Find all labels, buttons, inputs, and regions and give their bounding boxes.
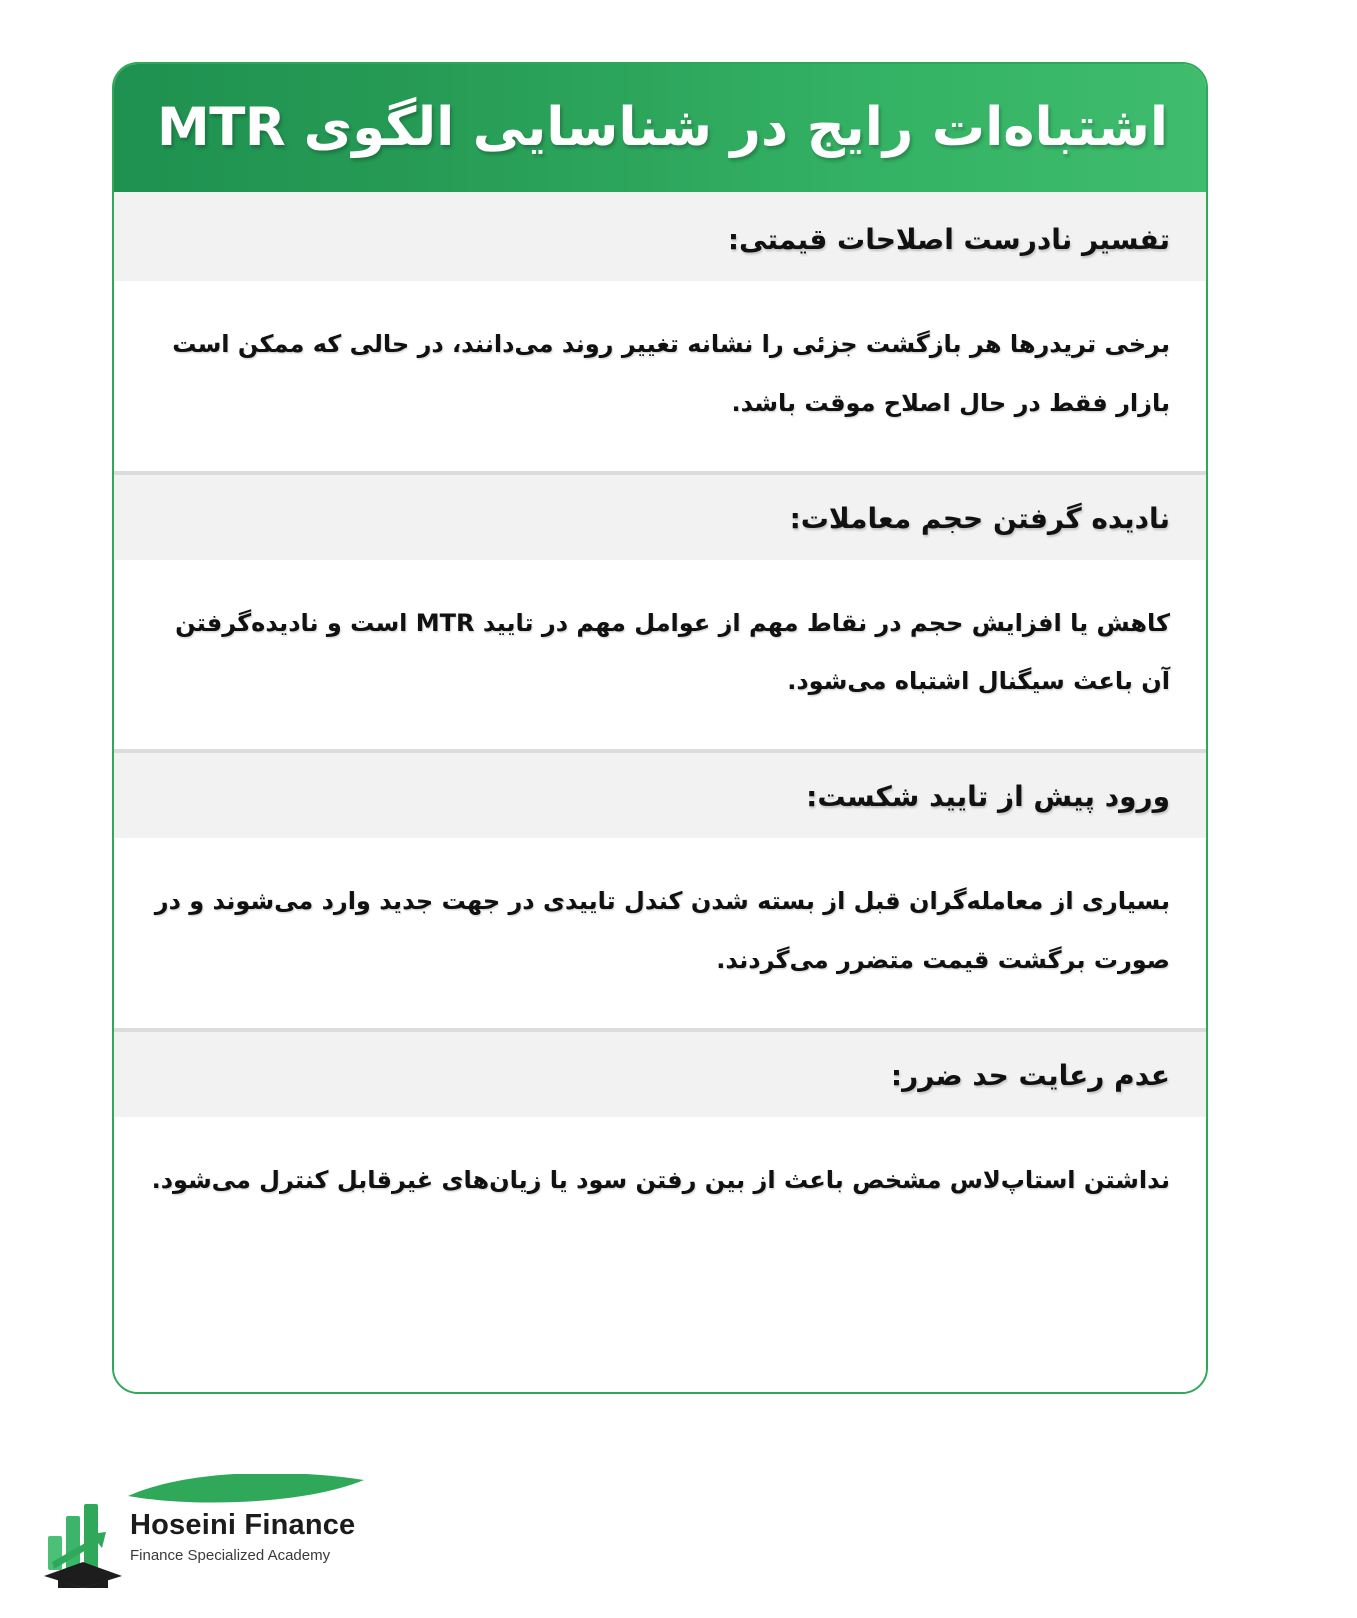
logo-tagline: Finance Specialized Academy xyxy=(130,1547,331,1565)
logo-wrap xyxy=(38,1472,368,1594)
card-header xyxy=(114,64,1206,192)
section-4-heading: عدم رعایت حد ضرر: xyxy=(890,1058,1170,1092)
section-2 xyxy=(114,471,1206,750)
card-body xyxy=(114,192,1206,1392)
section-2-body: کاهش یا افزایش حجم در نقاط مهم از عوامل مهم در تایید MTR است و نادیده‌گرفتن آن باعث سیگنال اشتباه می‌شود. xyxy=(175,608,1170,696)
section-4-body-area xyxy=(114,1117,1206,1248)
logo-text-block xyxy=(130,1510,368,1565)
section-2-body-area xyxy=(114,560,1206,750)
page-title: اشتباه‌ات رایج در شناسایی الگوی MTR xyxy=(156,97,1168,159)
section-4-body: نداشتن استاپ‌لاس مشخص باعث از بین رفتن سود یا زیان‌های غیرقابل کنترل می‌شود. xyxy=(151,1165,1170,1194)
section-1-heading-band xyxy=(114,192,1206,281)
section-3-heading-band xyxy=(114,749,1206,838)
section-1-body: برخی تریدرها هر بازگشت جزئی را نشانه تغییر روند می‌دانند، در حالی که ممکن است بازار فقط در حال اصلاح موقت باشد. xyxy=(172,330,1170,417)
section-3-body: بسیاری از معامله‌گران قبل از بسته شدن کندل تاییدی در جهت جدید وارد می‌شوند و در صورت برگشت قیمت متضرر می‌گردند. xyxy=(154,887,1170,974)
logo-mark-icon xyxy=(44,1490,122,1588)
section-2-heading-band xyxy=(114,471,1206,560)
section-3-body-area xyxy=(114,838,1206,1028)
section-4 xyxy=(114,1028,1206,1248)
section-4-heading-band xyxy=(114,1028,1206,1117)
section-2-heading: نادیده گرفتن حجم معاملات: xyxy=(789,501,1170,535)
logo-name: Hoseini Finance xyxy=(130,1509,356,1541)
section-3-heading: ورود پیش از تایید شکست: xyxy=(806,780,1170,814)
section-1 xyxy=(114,192,1206,471)
brand-logo xyxy=(38,1472,368,1594)
section-3 xyxy=(114,749,1206,1028)
section-1-heading: تفسیر نادرست اصلاحات قیمتی: xyxy=(727,223,1170,256)
logo-swoosh-icon xyxy=(126,1474,366,1506)
content-card xyxy=(112,62,1208,1394)
section-1-body-area xyxy=(114,281,1206,471)
